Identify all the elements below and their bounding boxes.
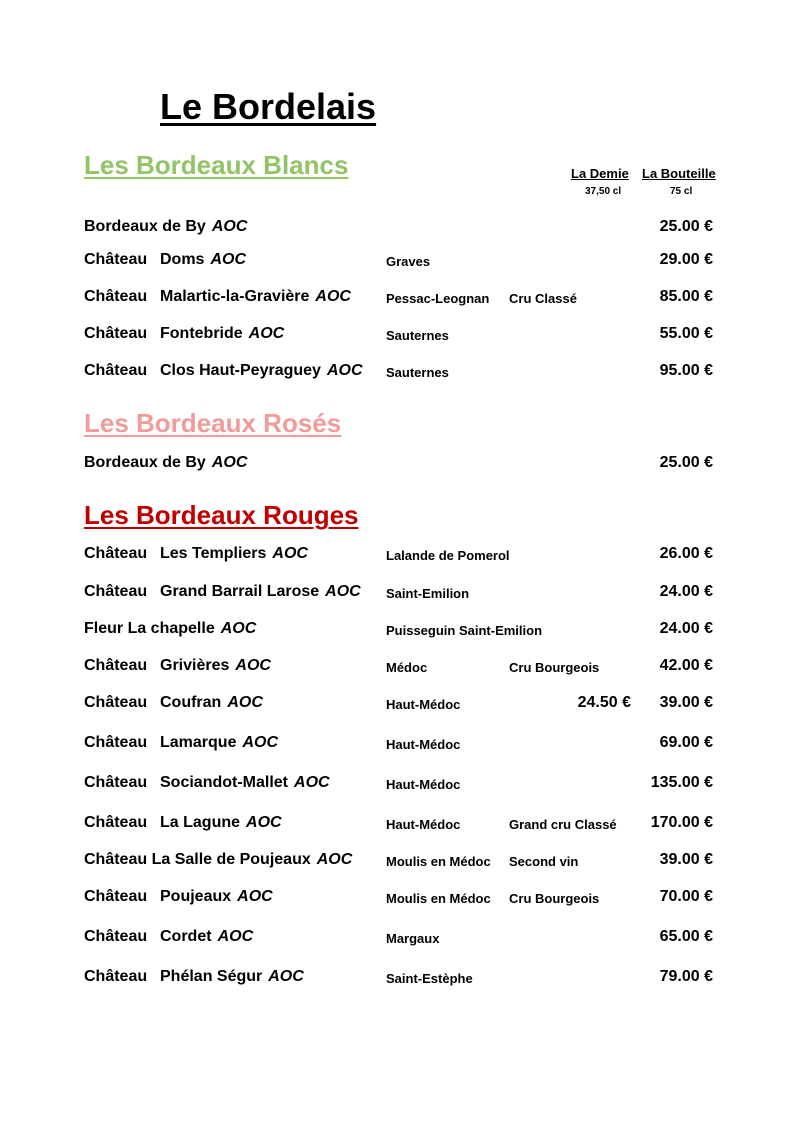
wine-name-group (160, 968, 304, 986)
wine-name-group (160, 734, 278, 752)
column-volume-bouteille: 75 cl (670, 186, 693, 197)
wine-appellation: AOC (248, 325, 285, 342)
wine-row-rouges (0, 928, 794, 952)
wine-name: Clos Haut-Peyraguey (160, 362, 321, 379)
wine-row-rouges (0, 968, 794, 992)
wine-row-rouges (0, 734, 794, 758)
wine-appellation: AOC (272, 545, 308, 562)
wine-name-group (160, 251, 246, 269)
wine-prefix: Château (84, 288, 148, 305)
wine-name-group (84, 454, 247, 472)
wine-name-group (84, 218, 247, 236)
wine-appellation: AOC (242, 734, 279, 751)
wine-region: Haut-Médoc (386, 697, 461, 712)
wine-name-group (160, 888, 273, 906)
wine-prefix: Château (84, 968, 148, 985)
column-header-demie: La Demie (571, 166, 629, 181)
wine-classification: Cru Bourgeois (509, 660, 600, 675)
wine-prefix: Château (84, 362, 148, 379)
wine-name: Lamarque (160, 734, 237, 751)
wine-name-group (160, 814, 282, 832)
wine-row-rouges (0, 851, 794, 875)
wine-name-group (160, 694, 263, 712)
price-bouteille: 55.00 € (659, 325, 713, 342)
wine-name-group (160, 583, 361, 601)
wine-appellation: AOC (316, 851, 353, 868)
price-bouteille: 170.00 € (650, 814, 713, 831)
price-bouteille: 85.00 € (659, 288, 713, 305)
wine-prefix: Château (84, 734, 148, 751)
wine-appellation: AOC (211, 218, 248, 235)
wine-name: Grivières (160, 657, 230, 674)
price-bouteille: 25.00 € (659, 218, 713, 235)
section-title-roses: Les Bordeaux Rosés (84, 408, 342, 438)
wine-name: Bordeaux de By (84, 454, 206, 471)
wine-row-rouges (0, 888, 794, 912)
price-bouteille: 135.00 € (650, 774, 713, 791)
column-header-bouteille: La Bouteille (642, 166, 716, 181)
wine-name: Château La Salle de Poujeaux (84, 851, 311, 868)
wine-row-blancs (0, 362, 794, 386)
wine-row-rouges (0, 583, 794, 607)
wine-name-group (84, 851, 352, 869)
price-bouteille: 70.00 € (659, 888, 713, 905)
wine-row-blancs (0, 288, 794, 312)
wine-appellation: AOC (237, 888, 273, 905)
wine-name: Doms (160, 251, 205, 268)
wine-row-rouges (0, 774, 794, 798)
wine-row-roses (0, 454, 794, 478)
wine-appellation: AOC (246, 814, 282, 831)
wine-name-group (160, 288, 351, 306)
wine-name: Grand Barrail Larose (160, 583, 320, 600)
wine-name: Coufran (160, 694, 222, 711)
wine-prefix: Château (84, 325, 148, 342)
price-bouteille: 39.00 € (659, 851, 713, 868)
wine-row-rouges (0, 814, 794, 838)
wine-name: Bordeaux de By (84, 218, 206, 235)
wine-region: Saint-Emilion (386, 586, 470, 601)
section-title-rouges: Les Bordeaux Rouges (84, 500, 359, 530)
wine-classification: Grand cru Classé (509, 817, 617, 832)
wine-row-blancs (0, 325, 794, 349)
wine-name-group (160, 774, 330, 792)
page-title: Le Bordelais (160, 86, 377, 127)
wine-appellation: AOC (211, 454, 248, 471)
wine-prefix: Château (84, 694, 148, 711)
wine-appellation: AOC (268, 968, 304, 985)
price-bouteille: 25.00 € (659, 454, 713, 471)
wine-region: Pessac-Leognan (386, 291, 490, 306)
wine-name: Sociandot-Mallet (160, 774, 289, 791)
price-bouteille: 79.00 € (659, 968, 713, 985)
wine-prefix: Château (84, 928, 148, 945)
wine-classification: Cru Classé (509, 291, 577, 306)
wine-name-group (160, 362, 363, 380)
price-bouteille: 26.00 € (659, 545, 713, 562)
price-bouteille: 65.00 € (659, 928, 713, 945)
wine-prefix: Château (84, 774, 148, 791)
wine-name: Phélan Ségur (160, 968, 263, 985)
wine-classification: Second vin (509, 854, 579, 869)
wine-prefix: Château (84, 545, 148, 562)
wine-name: La Lagune (160, 814, 241, 831)
wine-region: Haut-Médoc (386, 737, 461, 752)
wine-name: Cordet (160, 928, 212, 945)
wine-appellation: AOC (325, 583, 361, 600)
wine-prefix: Château (84, 251, 148, 268)
wine-region: Haut-Médoc (386, 777, 461, 792)
wine-name: Les Templiers (160, 545, 267, 562)
price-bouteille: 42.00 € (659, 657, 713, 674)
wine-region: Graves (386, 254, 431, 269)
wine-region: Puisseguin Saint-Emilion (386, 623, 543, 638)
wine-appellation: AOC (326, 362, 363, 379)
wine-name: Malartic-la-Gravière (160, 288, 310, 305)
price-bouteille: 39.00 € (659, 694, 713, 711)
wine-appellation: AOC (217, 928, 254, 945)
wine-name: Fontebride (160, 325, 243, 342)
wine-region: Margaux (386, 931, 440, 946)
column-volume-demie: 37,50 cl (585, 186, 622, 197)
wine-name-group (160, 545, 308, 563)
wine-region: Saint-Estèphe (386, 971, 473, 986)
wine-region: Haut-Médoc (386, 817, 461, 832)
wine-appellation: AOC (220, 620, 257, 637)
section-title-blancs: Les Bordeaux Blancs (84, 150, 349, 180)
wine-region: Sauternes (386, 328, 449, 343)
wine-region: Moulis en Médoc (386, 854, 491, 869)
wine-appellation: AOC (235, 657, 271, 674)
wine-name: Fleur La chapelle (84, 620, 215, 637)
wine-row-blancs (0, 251, 794, 275)
wine-region: Médoc (386, 660, 428, 675)
wine-appellation: AOC (210, 251, 247, 268)
price-bouteille: 24.00 € (659, 620, 713, 637)
wine-region: Lalande de Pomerol (386, 548, 510, 563)
wine-row-rouges (0, 694, 794, 718)
wine-prefix: Château (84, 583, 148, 600)
price-bouteille: 24.00 € (659, 583, 713, 600)
wine-region: Sauternes (386, 365, 449, 380)
wine-row-rouges (0, 657, 794, 681)
wine-name-group (160, 325, 284, 343)
price-bouteille: 29.00 € (659, 251, 713, 268)
price-bouteille: 69.00 € (659, 734, 713, 751)
wine-appellation: AOC (294, 774, 330, 791)
wine-appellation: AOC (315, 288, 351, 305)
wine-classification: Cru Bourgeois (509, 891, 600, 906)
wine-prefix: Château (84, 888, 148, 905)
wine-row-rouges (0, 620, 794, 644)
wine-appellation: AOC (227, 694, 263, 711)
wine-name-group (160, 928, 253, 946)
price-bouteille: 95.00 € (659, 362, 713, 379)
wine-row-blancs (0, 218, 794, 242)
wine-name-group (160, 657, 271, 675)
wine-name-group (84, 620, 256, 638)
wine-name: Poujeaux (160, 888, 232, 905)
wine-row-rouges (0, 545, 794, 569)
wine-prefix: Château (84, 814, 148, 831)
wine-prefix: Château (84, 657, 148, 674)
wine-region: Moulis en Médoc (386, 891, 491, 906)
price-demie: 24.50 € (577, 694, 631, 711)
